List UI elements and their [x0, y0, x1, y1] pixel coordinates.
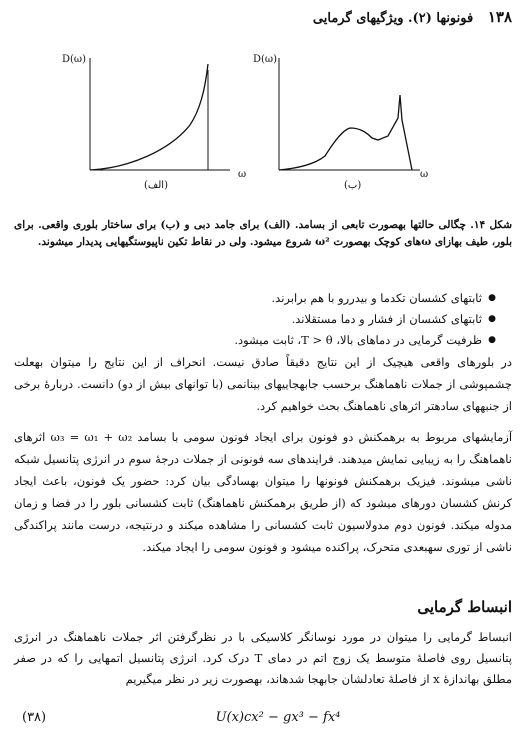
x-axis-label-left: ω: [238, 169, 247, 180]
bullet-item: ● ثابتهای کشسان از فشار و دما مستقلاند.: [14, 309, 496, 330]
y-axis-label-left: D(ω): [62, 54, 86, 65]
running-title: [313, 8, 512, 26]
figure-14b: [253, 54, 428, 191]
figure-label-b: (ب): [344, 180, 362, 191]
figure-14: [60, 40, 500, 210]
figure-caption: [14, 217, 512, 251]
caption-text: چگالی حالتها بهصورت تابعی از بسامد. (الف) برای جامد دبی و (ب) برای ساختار بلوری واقعی. برای بلور، طیف بهازای ωهای کوچک بهصورت ω² شروع میشود. ولی در نقاط تکین ناپیوستگیهایی پدیدار میشوند.: [14, 219, 512, 248]
bullet-list: [14, 288, 496, 351]
running-section: فونونها (۲). ویژگیهای گرمایی: [312, 11, 474, 26]
equation: U(x)cx² − gx³ − fx⁴: [215, 710, 341, 725]
bullet-item: ● ظرفیت گرمایی در دماهای بالا، T > θ، ثابت میشود.: [14, 330, 496, 351]
crystal-dos-curve: [279, 95, 412, 170]
paragraph: آزمایشهای مربوط به برهمکنش دو فونون برای ایجاد فونون سومی با بسامد ω₃ = ω₁ + ω₂ اثرهای ناهماهنگ را به زیبایی نمایش میدهند. فرایندهای سه فونونی از جملات درجهٔ سوم در انرژی پتانسیل شبکه ناشی میشوند. فیزیک برهمکنش فونونها را میتوان بهسادگی بیان کرد: حضور یک فونون، باعث ایجاد کرنش کشسان دورهای میشود که (از طریق برهمکنش ناهماهنگ) ثابت کشسانی بلور را در فضا و زمان مدوله میکند. فونون دوم مدولاسیون ثابت کشسانی را مشاهده میکند و درنتیجه، درست مانند پراکندگی ناشی از توری سهبعدی متحرک، پراکنده میشود و فونون سومی را ایجاد میکند.: [14, 430, 513, 554]
section-heading: انبساط گرمایی: [417, 598, 512, 616]
bullet-item: ● ثابتهای کشسان تکدما و بیدررو با هم برابرند.: [14, 288, 496, 309]
figure-label-a: (الف): [144, 180, 168, 191]
page-header: [14, 4, 512, 28]
paragraph: انبساط گرمایی را میتوان در مورد نوسانگر کلاسیکی با در نظرگرفتن اثر جملات ناهماهنگ در انرژی پتانسیل روی فاصلهٔ متوسط یک زوج اتم در دمای T درک کرد. انرژی پتانسیل اتمهایی را که در صفر مطلق بهاندازهٔ x از فاصلهٔ تعادلشان جابهجا شدهاند، بهصورت زیر در نظر میگیریم: [14, 630, 512, 686]
y-axis-label-right: D(ω): [253, 54, 277, 65]
equation-number: (۳۸): [22, 710, 47, 725]
debye-curve: [90, 64, 208, 170]
paragraph: در بلورهای واقعی هیچیک از این نتایج دقیقاً صادق نیست. انحراف از این نتایج را میتوان بهعلت چشمپوشی از جملات ناهماهنگ برحسب جابهجاییهای بینانمی (با توانهای بیش از دو) دانست. دربارهٔ برخی از جنبههای سادهتر اثرهای ناهماهنگ بحث خواهیم کرد.: [14, 355, 512, 413]
figure-14-svg: [60, 40, 500, 210]
x-axis-label-right: ω: [420, 169, 429, 180]
equation-row: [14, 706, 512, 736]
figure-14a: [62, 54, 246, 191]
caption-label: شکل ۱۴.: [470, 219, 513, 231]
page-number: ۱۳۸: [487, 8, 512, 26]
